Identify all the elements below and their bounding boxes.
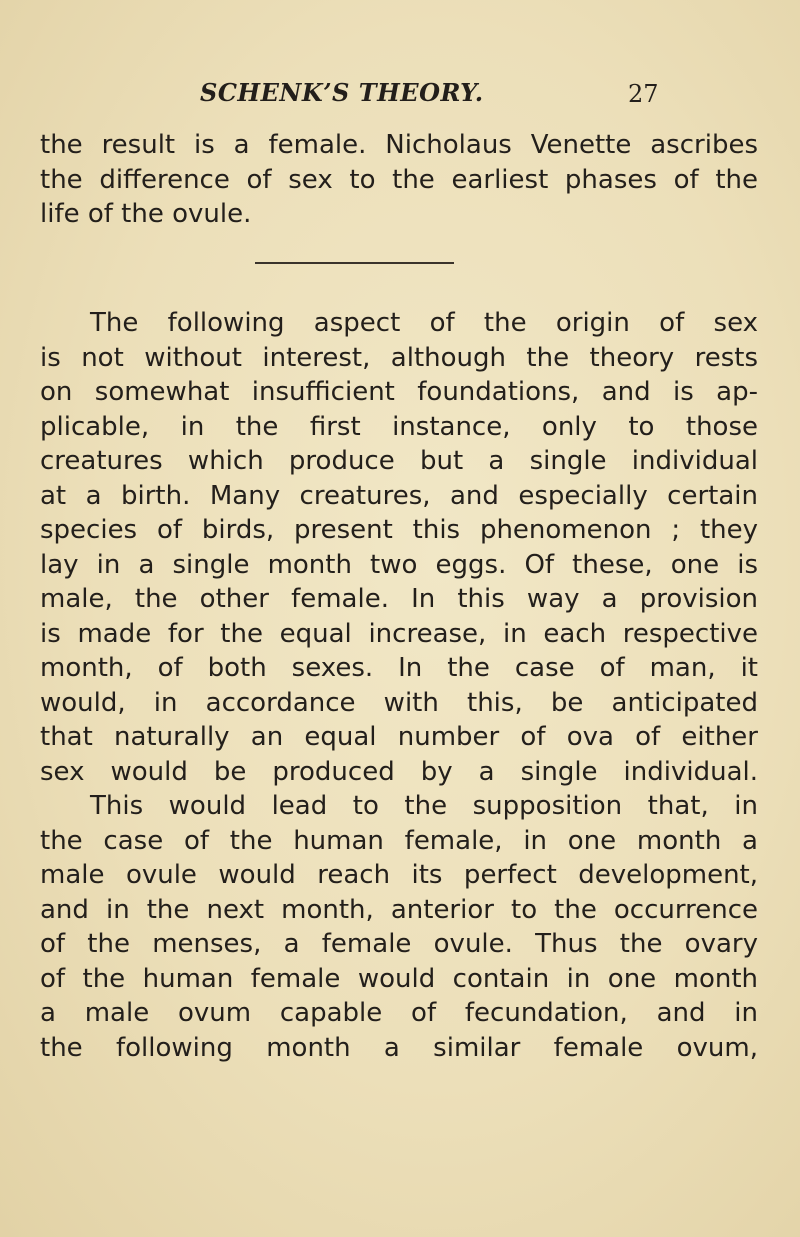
page-number: 27	[628, 80, 659, 108]
text-line: is made for the equal increase, in each respective	[40, 618, 758, 649]
text-line: life of the ovule.	[40, 199, 252, 229]
text-line: plicable, in the first instance, only to those	[40, 411, 758, 442]
text-line: at a birth. Many creatures, and especially certain	[40, 480, 758, 511]
text-line: the case of the human female, in one month a	[40, 825, 758, 856]
text-line: a male ovum capable of fecundation, and in	[40, 998, 758, 1028]
section-divider	[255, 262, 454, 264]
running-title: SCHENK’S THEORY.	[200, 78, 484, 107]
text-line: The following aspect of the origin of sex	[90, 308, 758, 338]
text-line: is not without interest, although the theory rests	[40, 342, 758, 373]
text-line: male, the other female. In this way a provision	[40, 584, 758, 614]
paragraph-main	[40, 306, 758, 1065]
text-line: species of birds, present this phenomenon ; they	[40, 515, 758, 545]
text-line: creatures which produce but a single individual	[40, 446, 758, 476]
text-line: This would lead to the supposition that, in	[90, 791, 758, 821]
running-head	[0, 72, 800, 112]
text-line: lay in a single month two eggs. Of these, one is	[40, 549, 758, 580]
text-line: the following month a similar female ovum,	[40, 1032, 758, 1063]
text-line: sex would be produced by a single individual.	[40, 756, 758, 787]
text-line: male ovule would reach its perfect development,	[40, 860, 758, 890]
text-line: the difference of sex to the earliest phases of the	[40, 164, 758, 195]
text-line: of the menses, a female ovule. Thus the ovary	[40, 929, 758, 959]
paragraph-continued	[40, 128, 758, 232]
text-line: that naturally an equal number of ova of either	[40, 722, 758, 752]
text-line: would, in accordance with this, be anticipated	[40, 687, 758, 718]
text-line: month, of both sexes. In the case of man, it	[40, 653, 758, 683]
text-line: the result is a female. Nicholaus Venette ascribes	[40, 130, 758, 160]
text-line: and in the next month, anterior to the occurrence	[40, 894, 758, 925]
text-line: of the human female would contain in one month	[40, 963, 758, 994]
text-line: on somewhat insufficient foundations, and is ap-	[40, 377, 758, 407]
